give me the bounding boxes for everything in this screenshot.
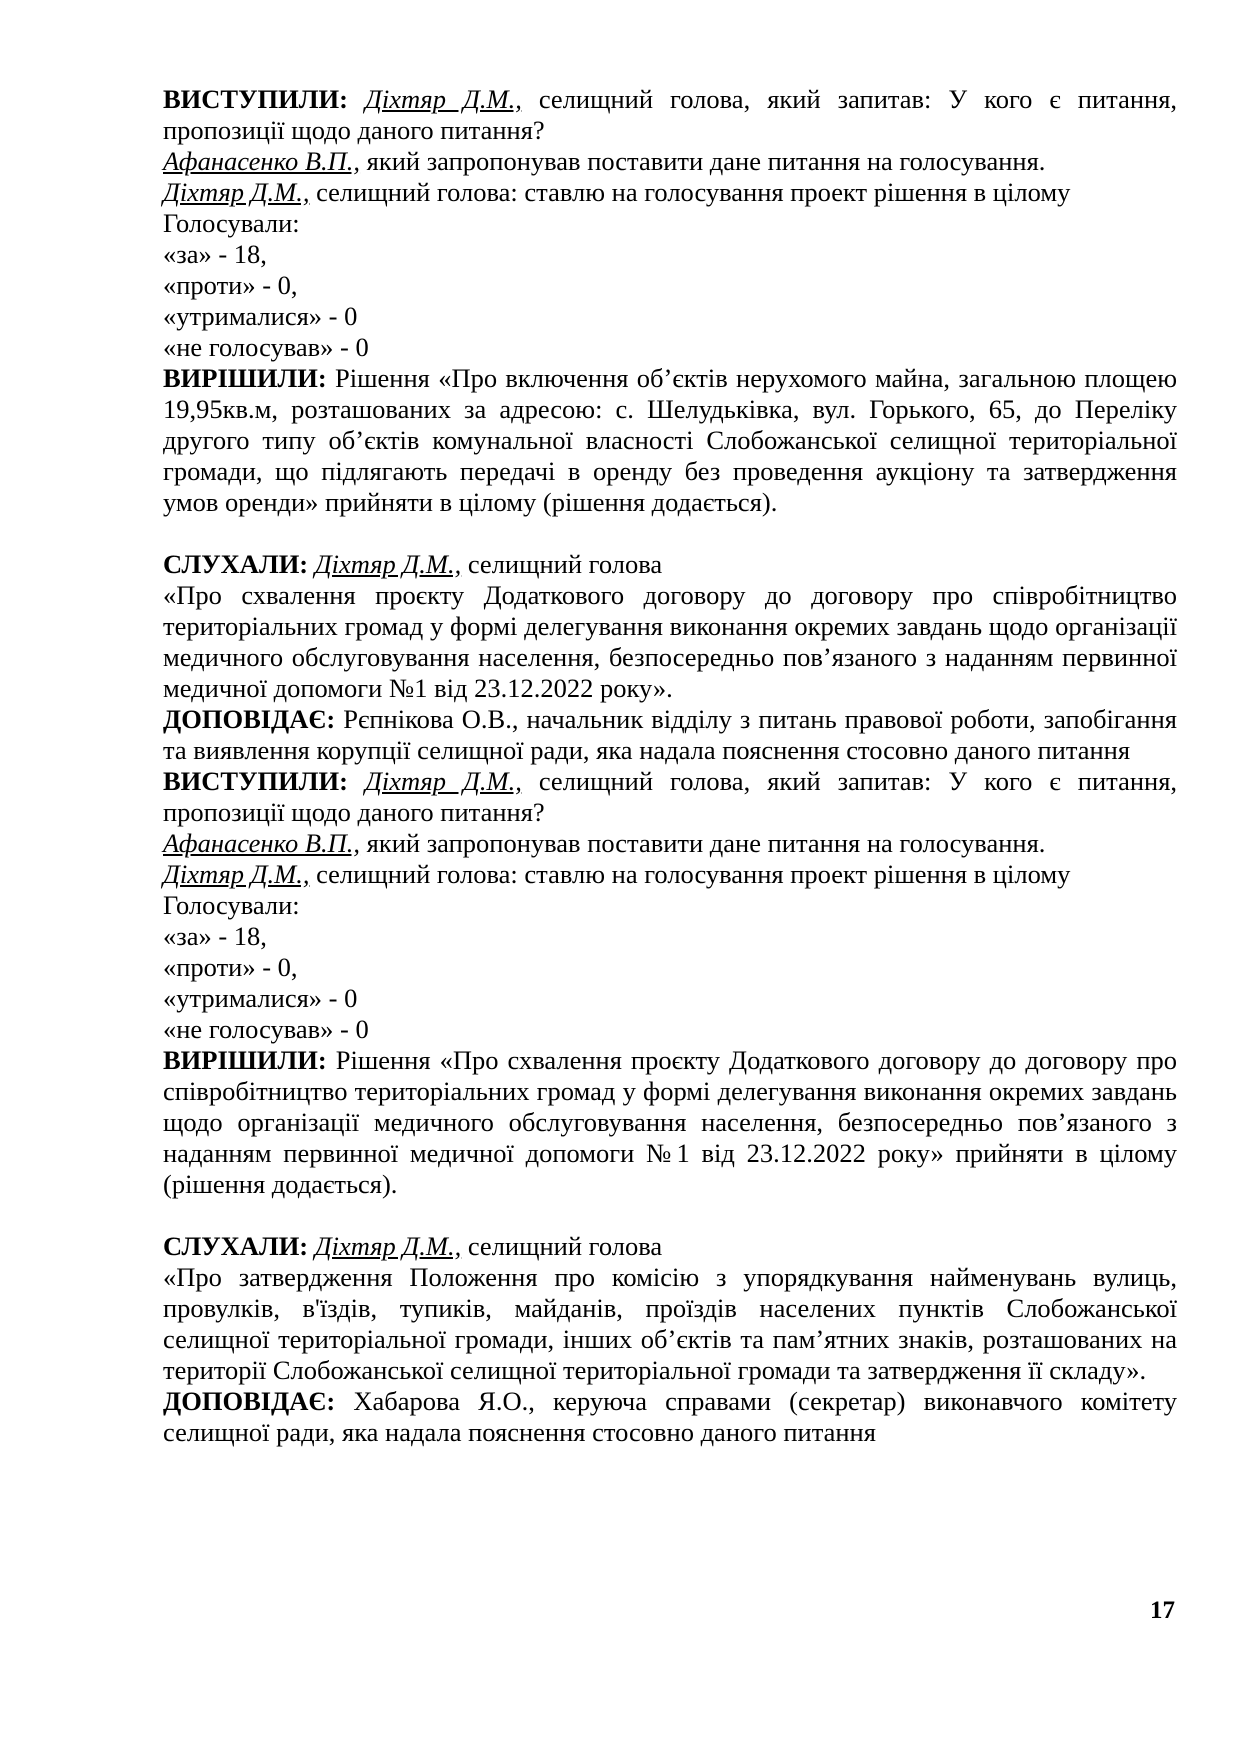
- speakers-heading: ВИСТУПИЛИ:: [163, 766, 348, 796]
- speaker-name: Діхтяр Д.М.,: [364, 766, 522, 796]
- heard-role: селищний голова: [467, 1231, 663, 1261]
- speakers-heading: ВИСТУПИЛИ:: [163, 84, 348, 114]
- report-text: Хабарова Я.О., керуюча справами (секретар) виконавчого комітету селищної ради, яка надала пояснення стосовно даного питання: [163, 1386, 1177, 1447]
- heard-role: селищний голова: [467, 549, 663, 579]
- agenda-topic: «Про схвалення проєкту Додаткового договору до договору про співробітництво територіальних громад у формі делегування виконання окремих завдань щодо організації медичного обслуговування населення, безпосередньо пов’язаного з наданням первинної медичної допомоги №1 від 23.12.2022 року».: [163, 580, 1177, 703]
- heard-heading: СЛУХАЛИ:: [163, 549, 309, 579]
- vote-not-voted: «не голосував» - 0: [163, 332, 369, 362]
- vote-against: «проти» - 0,: [163, 270, 298, 300]
- speaker-name: Діхтяр Д.М.,: [163, 177, 310, 207]
- speakers-paragraph: [163, 84, 1177, 146]
- page-number: 17: [1150, 1597, 1175, 1624]
- speaker-text: селищний голова: ставлю на голосування проект рішення в цілому: [316, 177, 1071, 207]
- decision-text: Рішення «Про схвалення проєкту Додаткового договору до договору про співробітництво територіальних громад у формі делегування виконання окремих завдань щодо організації медичного обслуговування населення, безпосередньо пов’язаного з наданням первинної медичної допомоги №1 від 23.12.2022 року» прийняти в цілому (рішення додається).: [163, 1045, 1177, 1199]
- decision-paragraph: [163, 1045, 1177, 1200]
- decision-text: Рішення «Про включення об’єктів нерухомого майна, загальною площею 19,95кв.м, розташованих за адресою: с. Шелудьківка, вул. Горького, 65, до Переліку другого типу об’єктів комунальної власності Слобожанської селищної територіальної громади, що підлягають передачі в оренду без проведення аукціону та затвердження умов оренди» прийняти в цілому (рішення додається).: [163, 363, 1177, 517]
- report-text: Рєпнікова О.В., начальник відділу з питань правової роботи, запобігання та виявлення корупції селищної ради, яка надала пояснення стосовно даного питання: [163, 704, 1177, 765]
- section-gap: [163, 518, 1177, 549]
- heard-name: Діхтяр Д.М.,: [314, 549, 462, 579]
- vote-abstained: «утрималися» - 0: [163, 301, 358, 331]
- speaker-name: Діхтяр Д.М.,: [364, 84, 522, 114]
- vote-heading: Голосували:: [163, 208, 300, 238]
- speaker-text: селищний голова, який запитав: У кого є питання, пропозиції щодо даного питання?: [163, 84, 1178, 145]
- vote-for: «за» - 18,: [163, 239, 267, 269]
- speakers-paragraph: [163, 766, 1177, 828]
- minutes-content: [163, 84, 1177, 1448]
- decision-paragraph: [163, 363, 1177, 518]
- speaker-name: Діхтяр Д.М.,: [163, 859, 310, 889]
- agenda-topic: «Про затвердження Положення про комісію з упорядкування найменувань вулиць, провулків, в'їздів, тупиків, майданів, проїздів населених пунктів Слобожанської селищної територіальної громади, інших об’єктів та пам’ятних знаків, розташованих на території Слобожанської селищної територіальної громади та затвердження її складу».: [163, 1262, 1177, 1385]
- report-paragraph: [163, 1386, 1177, 1448]
- heard-paragraph: [163, 1231, 1177, 1262]
- vote-heading: Голосували:: [163, 890, 300, 920]
- vote-not-voted: «не голосував» - 0: [163, 1014, 369, 1044]
- speaker-text: селищний голова: ставлю на голосування проект рішення в цілому: [316, 859, 1071, 889]
- speaker-text: який запропонував поставити дане питання на голосування.: [366, 146, 1046, 176]
- decided-heading: ВИРІШИЛИ:: [163, 363, 327, 393]
- section-gap: [163, 1200, 1177, 1231]
- speaker-paragraph: [163, 177, 1177, 208]
- speaker-text: селищний голова, який запитав: У кого є питання, пропозиції щодо даного питання?: [163, 766, 1178, 827]
- heard-paragraph: [163, 549, 1177, 580]
- heard-heading: СЛУХАЛИ:: [163, 1231, 309, 1261]
- vote-against: «проти» - 0,: [163, 952, 298, 982]
- speaker-paragraph: [163, 859, 1177, 890]
- speaker-name: Афанасенко В.П.,: [163, 828, 361, 858]
- speaker-text: який запропонував поставити дане питання на голосування.: [366, 828, 1046, 858]
- vote-for: «за» - 18,: [163, 921, 267, 951]
- speaker-name: Афанасенко В.П.,: [163, 146, 361, 176]
- speaker-paragraph: [163, 146, 1177, 177]
- report-heading: ДОПОВІДАЄ:: [163, 1386, 336, 1416]
- heard-name: Діхтяр Д.М.,: [314, 1231, 462, 1261]
- speaker-paragraph: [163, 828, 1177, 859]
- report-paragraph: [163, 704, 1177, 766]
- report-heading: ДОПОВІДАЄ:: [163, 704, 336, 734]
- vote-abstained: «утрималися» - 0: [163, 983, 358, 1013]
- decided-heading: ВИРІШИЛИ:: [163, 1045, 327, 1075]
